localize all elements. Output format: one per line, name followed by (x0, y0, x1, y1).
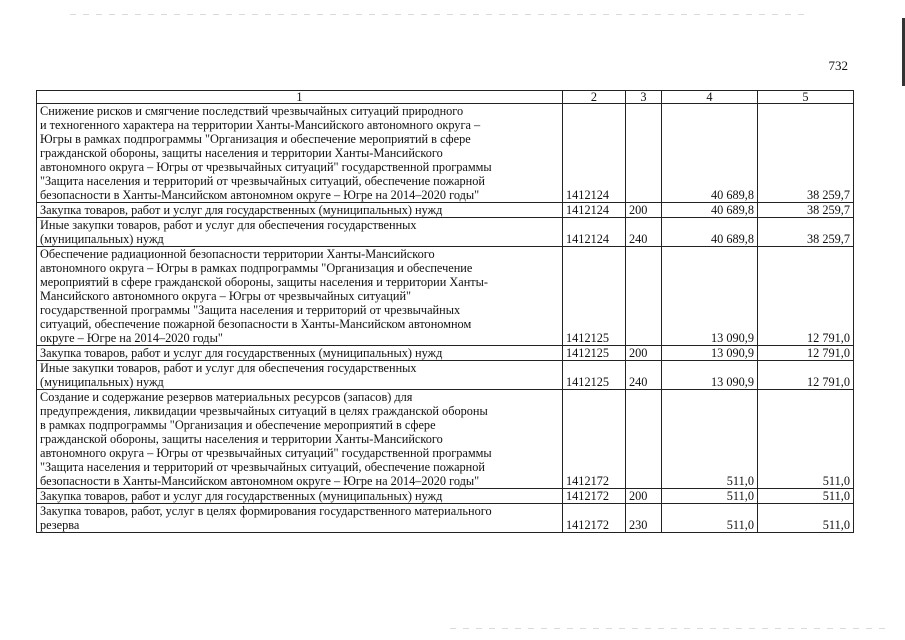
expense-name-cell (37, 104, 563, 203)
expense-name-line: гражданской обороны, защиты населения и территории Ханты-Мансийского (40, 146, 443, 160)
amount-col5-cell: 12 791,0 (758, 346, 854, 361)
col-header-4: 4 (662, 91, 758, 104)
budget-table (36, 90, 854, 533)
amount-col4-cell: 40 689,8 (662, 203, 758, 218)
expense-name-line: Закупка товаров, работ и услуг для государственных (муниципальных) нужд (40, 346, 443, 360)
expense-name-line: гражданской обороны, защиты населения и территории Ханты-Мансийского (40, 432, 443, 446)
col-header-2: 2 (563, 91, 626, 104)
col-header-1: 1 (37, 91, 563, 104)
target-code-cell: 1412125 (563, 361, 626, 390)
table-row (37, 390, 854, 489)
expense-name-line: Закупка товаров, работ и услуг для государственных (муниципальных) нужд (40, 489, 443, 503)
amount-col5-cell: 38 259,7 (758, 218, 854, 247)
expense-name-cell (37, 489, 563, 504)
amount-col5-cell: 38 259,7 (758, 203, 854, 218)
col-header-3: 3 (626, 91, 662, 104)
target-code-cell: 1412172 (563, 390, 626, 489)
target-code-cell: 1412172 (563, 504, 626, 533)
expense-name-line: Иные закупки товаров, работ и услуг для обеспечения государственных (40, 361, 417, 375)
target-code-cell: 1412124 (563, 104, 626, 203)
expense-name-line: ситуаций, обеспечение пожарной безопасности в Ханты-Мансийском автономном (40, 317, 472, 331)
expense-type-cell: 200 (626, 203, 662, 218)
amount-col5-cell: 511,0 (758, 390, 854, 489)
amount-col4-cell: 511,0 (662, 390, 758, 489)
expense-name-line: автономного округа – Югры от чрезвычайных ситуаций" государственной программы (40, 160, 492, 174)
scan-noise-bottom (450, 628, 890, 629)
amount-col5-cell: 511,0 (758, 504, 854, 533)
expense-name-line: Югры в рамках подпрограммы "Организация и обеспечение мероприятий в сфере (40, 132, 471, 146)
table-row (37, 361, 854, 390)
expense-name-cell (37, 361, 563, 390)
target-code-cell: 1412172 (563, 489, 626, 504)
target-code-cell: 1412125 (563, 346, 626, 361)
amount-col4-cell: 511,0 (662, 489, 758, 504)
expense-name-line: Иные закупки товаров, работ и услуг для обеспечения государственных (40, 218, 417, 232)
expense-name-line: (муниципальных) нужд (40, 232, 164, 246)
expense-name-line: Мансийского автономного округа – Югры от чрезвычайных ситуаций" (40, 289, 412, 303)
expense-type-cell: 200 (626, 346, 662, 361)
expense-name-cell (37, 346, 563, 361)
expense-name-line: безопасности в Ханты-Мансийском автономном округе – Югре на 2014–2020 годы" (40, 474, 480, 488)
scan-noise-top (70, 14, 810, 15)
expense-type-cell: 230 (626, 504, 662, 533)
table-row (37, 104, 854, 203)
expense-name-line: предупреждения, ликвидации чрезвычайных ситуаций в целях гражданской обороны (40, 404, 488, 418)
expense-name-line: автономного округа – Югры в рамках подпрограммы "Организация и обеспечение (40, 261, 473, 275)
expense-type-cell: 200 (626, 489, 662, 504)
target-code-cell: 1412125 (563, 247, 626, 346)
expense-name-line: и техногенного характера на территории Ханты-Мансийского автономного округа – (40, 118, 481, 132)
expense-type-cell: 240 (626, 218, 662, 247)
table-row (37, 247, 854, 346)
expense-name-line: мероприятий в сфере гражданской обороны, защиты населения и территории Ханты- (40, 275, 489, 289)
expense-name-cell (37, 218, 563, 247)
expense-type-cell: 240 (626, 361, 662, 390)
target-code-cell: 1412124 (563, 218, 626, 247)
amount-col4-cell: 13 090,9 (662, 361, 758, 390)
expense-name-line: "Защита населения и территорий от чрезвычайных ситуаций, обеспечение пожарной (40, 174, 485, 188)
expense-name-line: "Защита населения и территорий от чрезвычайных ситуаций, обеспечение пожарной (40, 460, 485, 474)
expense-name-line: Создание и содержание резервов материальных ресурсов (запасов) для (40, 390, 413, 404)
expense-name-line: в рамках подпрограммы "Организация и обеспечение мероприятий в сфере (40, 418, 436, 432)
table-row (37, 489, 854, 504)
expense-name-cell (37, 390, 563, 489)
expense-name-line: Обеспечение радиационной безопасности территории Ханты-Мансийского (40, 247, 435, 261)
expense-type-cell (626, 247, 662, 346)
amount-col5-cell: 12 791,0 (758, 361, 854, 390)
target-code-cell: 1412124 (563, 203, 626, 218)
expense-type-cell (626, 104, 662, 203)
page-number: 732 (828, 58, 848, 73)
expense-name-line: округе – Югре на 2014–2020 годы" (40, 331, 223, 345)
amount-col5-cell: 511,0 (758, 489, 854, 504)
expense-type-cell (626, 390, 662, 489)
expense-name-line: автономного округа – Югры от чрезвычайных ситуаций" государственной программы (40, 446, 492, 460)
table-row (37, 218, 854, 247)
expense-name-line: Закупка товаров, работ и услуг для государственных (муниципальных) нужд (40, 203, 443, 217)
table-row (37, 203, 854, 218)
expense-name-line: (муниципальных) нужд (40, 375, 164, 389)
expense-name-line: государственной программы "Защита населения и территорий от чрезвычайных (40, 303, 461, 317)
expense-name-cell (37, 203, 563, 218)
expense-name-line: Снижение рисков и смягчение последствий чрезвычайных ситуаций природного (40, 104, 464, 118)
col-header-5: 5 (758, 91, 854, 104)
expense-name-cell (37, 247, 563, 346)
amount-col4-cell: 13 090,9 (662, 346, 758, 361)
expense-name-line: Закупка товаров, работ, услуг в целях формирования государственного материального (40, 504, 492, 518)
table-row (37, 346, 854, 361)
amount-col4-cell: 511,0 (662, 504, 758, 533)
expense-name-cell (37, 504, 563, 533)
table-row (37, 504, 854, 533)
amount-col5-cell: 38 259,7 (758, 104, 854, 203)
amount-col5-cell: 12 791,0 (758, 247, 854, 346)
amount-col4-cell: 40 689,8 (662, 218, 758, 247)
expense-name-line: резерва (40, 518, 80, 532)
amount-col4-cell: 40 689,8 (662, 104, 758, 203)
column-number-row (37, 91, 854, 104)
amount-col4-cell: 13 090,9 (662, 247, 758, 346)
expense-name-line: безопасности в Ханты-Мансийском автономном округе – Югре на 2014–2020 годы" (40, 188, 480, 202)
